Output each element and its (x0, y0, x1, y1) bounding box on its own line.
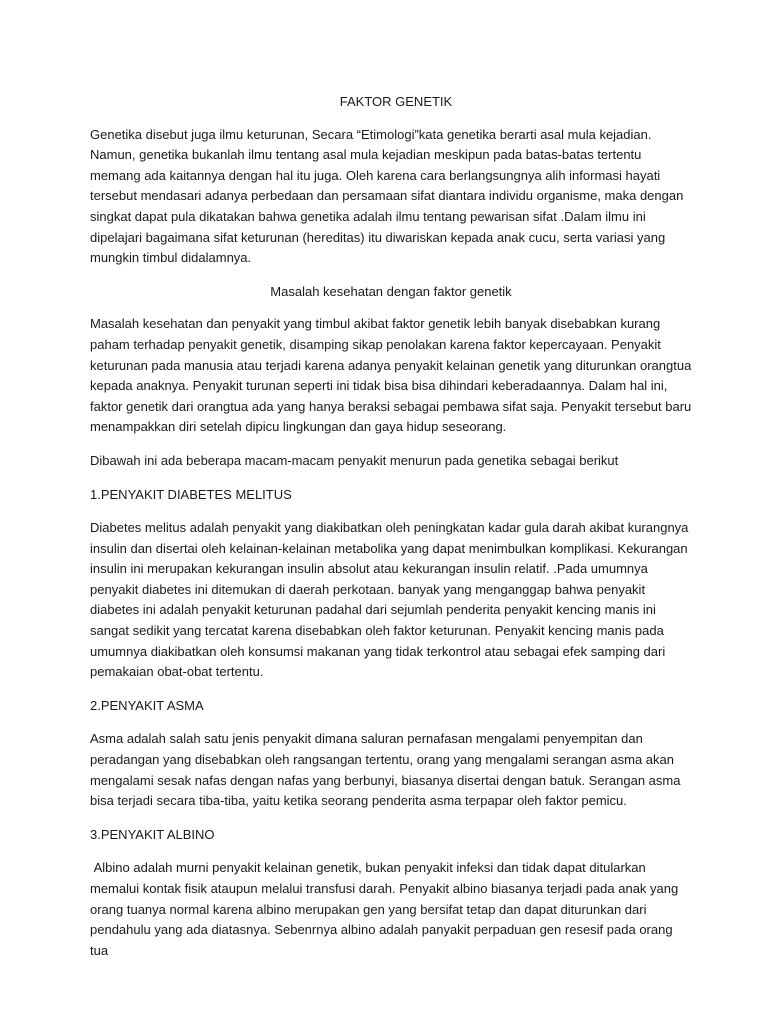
list-intro-paragraph: Dibawah ini ada beberapa macam-macam penyakit menurun pada genetika sebagai berikut (90, 452, 619, 468)
document-content (90, 92, 692, 961)
asma-paragraph: Asma adalah salah satu jenis penyakit dimana saluran pernafasan mengalami penyempitan dan peradangan yang disebabkan oleh rangsangan tertentu, orang yang mengalami serangan asma akan mengalami sesak nafas dengan nafas yang berbunyi, biasanya disertai dengan batuk. Serangan asma bisa terjadi secara tiba-tiba, yaitu ketika seorang penderita asma terpapar oleh faktor pemicu. (90, 731, 681, 809)
albino-paragraph: Albino adalah murni penyakit kelainan genetik, bukan penyakit infeksi dan tidak dapat ditularkan memalui kontak fisik ataupun melalui transfusi darah. Penyakit albino biasanya terjadi pada anak yang orang tuanya normal karena albino merupakan gen yang bersifat tetap dan dapat diturunkan dari pendahulu yang ada diatasnya. Sebenrnya albino adalah panyakit perpaduan gen resesif pada orang tua (90, 860, 682, 958)
heading-asma: 2.PENYAKIT ASMA (90, 697, 204, 713)
section-subtitle: Masalah kesehatan dengan faktor genetik (270, 283, 512, 299)
heading-diabetes: 1.PENYAKIT DIABETES MELITUS (90, 486, 292, 502)
document-title: FAKTOR GENETIK (339, 94, 453, 109)
health-paragraph: Masalah kesehatan dan penyakit yang timbul akibat faktor genetik lebih banyak disebabkan kurang paham terhadap penyakit genetik, disamping sikap penolakan karena faktor kepercayaan. Penyakit keturunan pada manusia atau terjadi karena adanya penyakit kelainan genetik yang diturunkan orangtua kepada anaknya. Penyakit turunan seperti ini tidak bisa bisa dihindari keberadaannya. Dalam hal ini, faktor genetik dari orangtua ada yang hanya beraksi sebagai pembawa sifat saja. Penyakit tersebut baru menampakkan diri setelah dipicu lingkungan dan gaya hidup seseorang. (90, 316, 692, 435)
heading-albino: 3.PENYAKIT ALBINO (90, 826, 215, 842)
diabetes-paragraph: Diabetes melitus adalah penyakit yang diakibatkan oleh peningkatan kadar gula darah akibat kurangnya insulin dan disertai oleh kelainan-kelainan metabolika yang dapat menimbulkan komplikasi. Kekurangan insulin ini merupakan kekurangan insulin absolut atau kekurangan insulin relatif. .Pada umumnya penyakit diabetes ini ditemukan di daerah perkotaan. banyak yang menganggap bahwa penyakit diabetes ini adalah penyakit keturunan padahal dari sejumlah penderita penyakit kencing manis ini sangat sedikit yang tercatat karena disebabkan oleh faktor keturunan. Penyakit kencing manis pada umumnya diakibatkan oleh konsumsi makanan yang tidak terkontrol atau sebagai efek samping dari pemakaian obat-obat tertentu. (90, 520, 689, 680)
intro-paragraph: Genetika disebut juga ilmu keturunan, Secara “Etimologi”kata genetika berarti asal mula kejadian. Namun, genetika bukanlah ilmu tentang asal mula kejadian meskipun pada batas-batas tertentu memang ada kaitannya dengan hal itu juga. Oleh karena cara berlangsungnya alih informasi hayati tersebut mendasari adanya perbedaan dan persamaan sifat diantara individu organisme, maka dengan singkat dapat pula dikatakan bahwa genetika adalah ilmu tentang pewarisan sifat .Dalam ilmu ini dipelajari bagaimana sifat keturunan (hereditas) itu diwariskan kepada anak cucu, serta variasi yang mungkin timbul didalamnya. (90, 126, 684, 266)
